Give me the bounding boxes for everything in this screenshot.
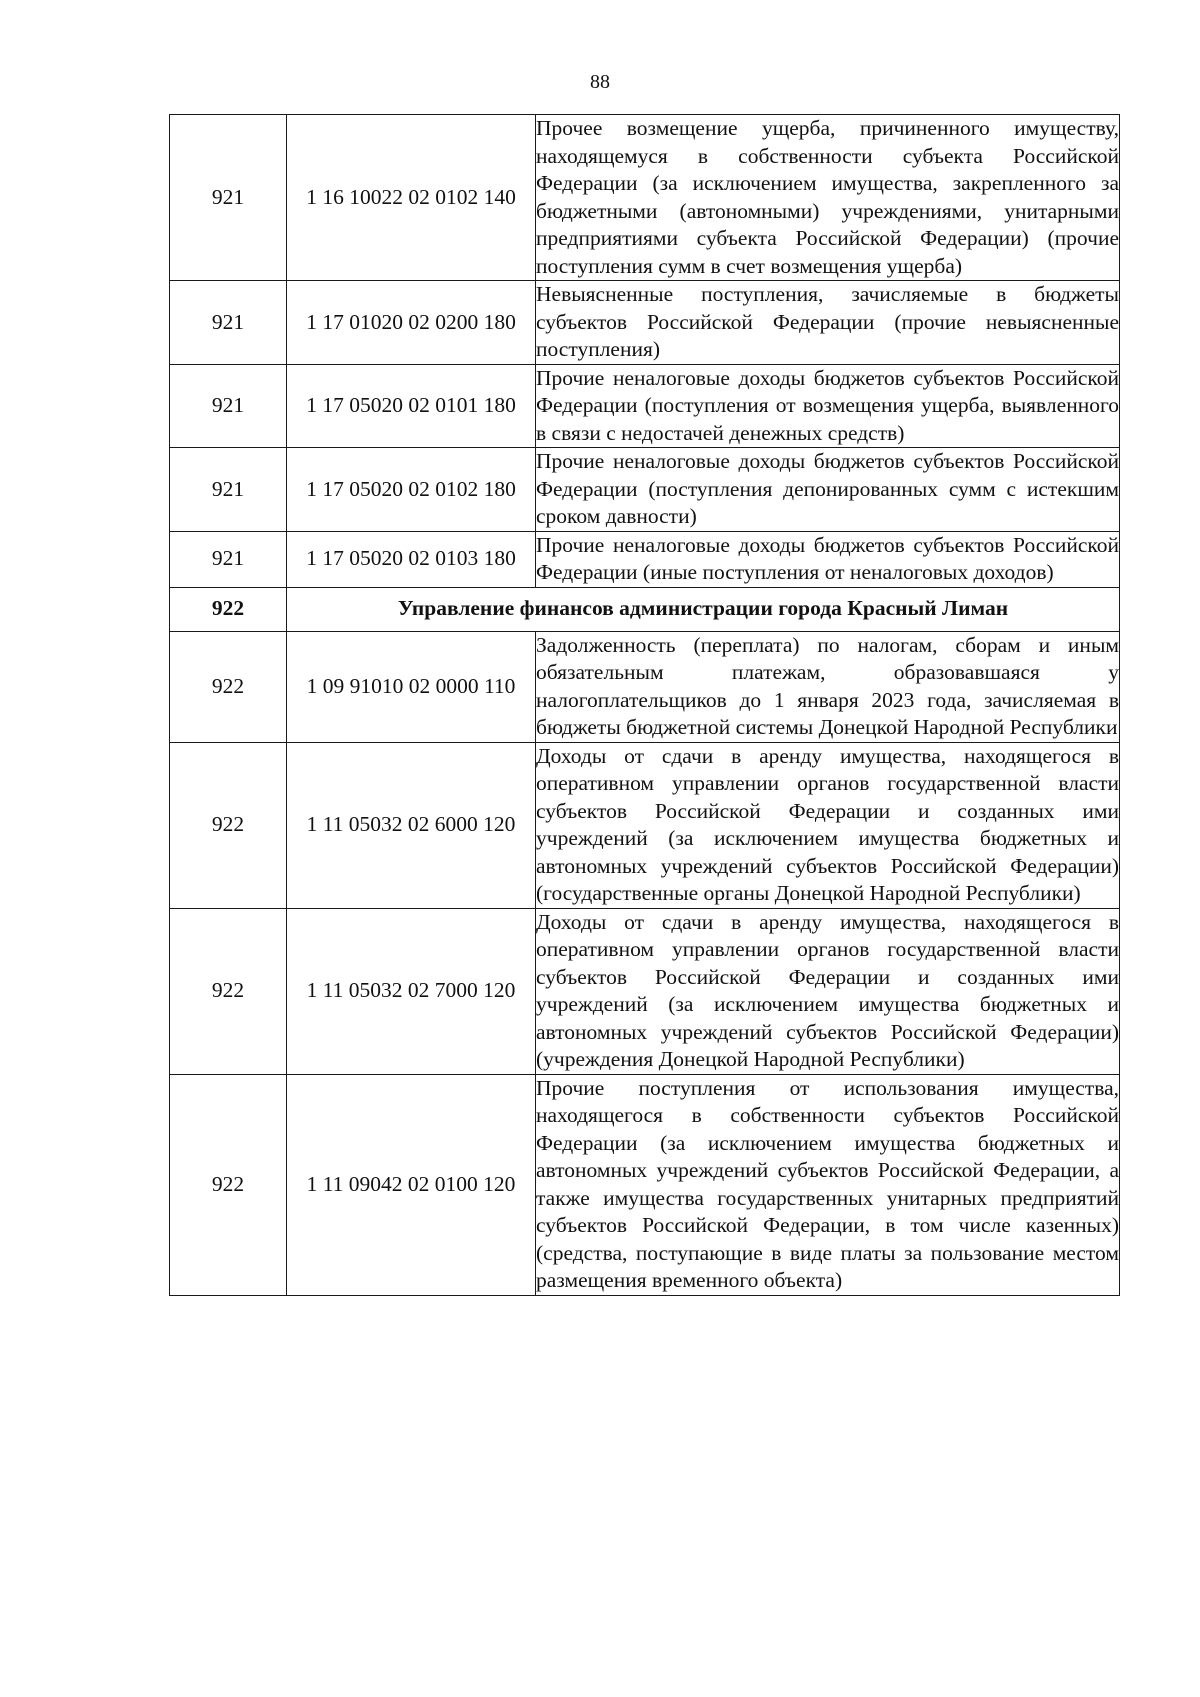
table-row	[170, 364, 1120, 448]
admin-code-cell: 921	[170, 531, 287, 587]
budget-code-cell: 1 11 09042 02 0100 120	[287, 1074, 536, 1295]
admin-code-cell: 921	[170, 115, 287, 281]
budget-code-cell: 1 17 05020 02 0102 180	[287, 448, 536, 532]
table-row	[170, 531, 1120, 587]
admin-code-cell: 922	[170, 1074, 287, 1295]
admin-code-cell: 922	[170, 587, 287, 631]
admin-code-cell: 922	[170, 908, 287, 1074]
table-row	[170, 742, 1120, 908]
description-cell: Прочие неналоговые доходы бюджетов субъектов Российской Федерации (иные поступления от неналоговых доходов)	[536, 531, 1120, 587]
admin-code-cell: 922	[170, 742, 287, 908]
description-cell: Доходы от сдачи в аренду имущества, находящегося в оперативном управлении органов государственной власти субъектов Российской Федерации и созданных ими учреждений (за исключением имущества бюджетных и автономных учреждений субъектов Российской Федерации) (учреждения Донецкой Народной Республики)	[536, 908, 1120, 1074]
description-cell: Невыясненные поступления, зачисляемые в бюджеты субъектов Российской Федерации (прочие невыясненные поступления)	[536, 281, 1120, 365]
table-row	[170, 1074, 1120, 1295]
page-number: 88	[590, 71, 610, 93]
budget-code-cell: 1 17 05020 02 0103 180	[287, 531, 536, 587]
budget-code-cell: 1 09 91010 02 0000 110	[287, 631, 536, 742]
admin-code-cell: 921	[170, 364, 287, 448]
budget-code-cell: 1 11 05032 02 7000 120	[287, 908, 536, 1074]
admin-code-cell: 921	[170, 281, 287, 365]
description-cell: Прочие поступления от использования имущества, находящегося в собственности субъектов Российской Федерации (за исключением имущества бюджетных и автономных учреждений субъектов Российской Федерации, а также имущества государственных унитарных предприятий субъектов Российской Федерации, в том числе казенных) (средства, поступающие в виде платы за пользование местом размещения временного объекта)	[536, 1074, 1120, 1295]
admin-code-cell: 922	[170, 631, 287, 742]
table-row	[170, 115, 1120, 281]
budget-code-cell: 1 17 01020 02 0200 180	[287, 281, 536, 365]
description-cell: Прочие неналоговые доходы бюджетов субъектов Российской Федерации (поступления депонированных сумм с истекшим сроком давности)	[536, 448, 1120, 532]
table-row	[170, 448, 1120, 532]
revenue-classification-table	[169, 114, 1120, 1296]
description-cell: Прочее возмещение ущерба, причиненного имуществу, находящемуся в собственности субъекта Российской Федерации (за исключением имущества, закрепленного за бюджетными (автономными) учреждениями, унитарными предприятиями субъекта Российской Федерации) (прочие поступления сумм в счет возмещения ущерба)	[536, 115, 1120, 281]
budget-code-cell: 1 16 10022 02 0102 140	[287, 115, 536, 281]
table-row	[170, 908, 1120, 1074]
description-cell: Прочие неналоговые доходы бюджетов субъектов Российской Федерации (поступления от возмещения ущерба, выявленного в связи с недостачей денежных средств)	[536, 364, 1120, 448]
administrator-title: Управление финансов администрации города Красный Лиман	[287, 587, 1120, 631]
description-cell: Задолженность (переплата) по налогам, сборам и иным обязательным платежам, образовавшаяся у налогоплательщиков до 1 января 2023 года, зачисляемая в бюджеты бюджетной системы Донецкой Народной Республики	[536, 631, 1120, 742]
description-cell: Доходы от сдачи в аренду имущества, находящегося в оперативном управлении органов государственной власти субъектов Российской Федерации и созданных ими учреждений (за исключением имущества бюджетных и автономных учреждений субъектов Российской Федерации) (государственные органы Донецкой Народной Республики)	[536, 742, 1120, 908]
administrator-header-row	[170, 587, 1120, 631]
table-row	[170, 631, 1120, 742]
budget-code-cell: 1 17 05020 02 0101 180	[287, 364, 536, 448]
table-row	[170, 281, 1120, 365]
admin-code-cell: 921	[170, 448, 287, 532]
budget-code-cell: 1 11 05032 02 6000 120	[287, 742, 536, 908]
